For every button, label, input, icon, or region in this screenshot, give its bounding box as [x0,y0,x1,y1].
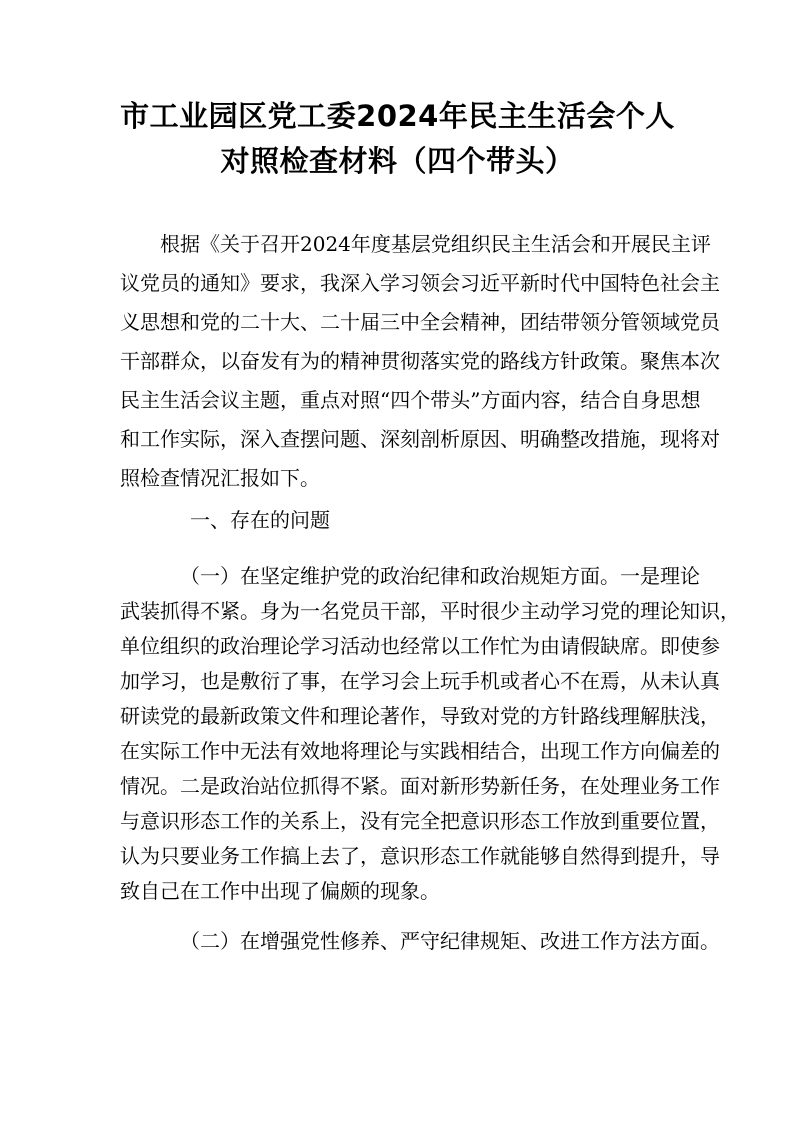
intro-paragraph-line: 议党员的通知》要求，我深入学习领会习近平新时代中国特色社会主 [120,271,720,295]
item-paragraph-line: 与意识形态工作的关系上，没有完全把意识形态工作放到重要位置， [120,809,720,833]
item-paragraph-line: 认为只要业务工作搞上去了，意识形态工作就能够自然得到提升，导 [120,844,720,868]
intro-paragraph-line: 照检查情况汇报如下。 [120,466,320,490]
intro-paragraph-line: 民主生活会议主题，重点对照“四个带头”方面内容，结合自身思想 [120,388,701,412]
intro-paragraph-line: 义思想和党的二十大、二十届三中全会精神，团结带领分管领域党员 [120,310,720,334]
intro-paragraph-line: 干部群众，以奋发有为的精神贯彻落实党的路线方针政策。聚焦本次 [120,349,720,373]
item-paragraph-line: （二）在增强党性修养、严守纪律规矩、改进工作方法方面。 [180,929,720,953]
item-paragraph-line: 致自己在工作中出现了偏颇的现象。 [120,879,440,903]
intro-paragraph-line: 和工作实际，深入查摆问题、深刻剖析原因、明确整改措施，现将对 [120,427,720,451]
document-title-line-1: 市工业园区党工委2024年民主生活会个人 [120,99,675,133]
section-heading: 一、存在的问题 [190,508,330,532]
item-paragraph-line: 情况。二是政治站位抓得不紧。面对新形势新任务，在处理业务工作 [120,774,720,798]
item-paragraph-line: 在实际工作中无法有效地将理论与实践相结合，出现工作方向偏差的 [120,739,720,763]
item-paragraph-line: 武装抓得不紧。身为一名党员干部，平时很少主动学习党的理论知识， [120,599,740,623]
document-title-line-2: 对照检查材料（四个带头） [220,144,575,178]
intro-paragraph-line: 根据《关于召开2024年度基层党组织民主生活会和开展民主评 [160,232,711,256]
item-paragraph-line: （一）在坚定维护党的政治纪律和政治规矩方面。一是理论 [180,564,700,588]
item-paragraph-line: 加学习，也是敷衍了事，在学习会上玩手机或者心不在焉，从未认真 [120,669,720,693]
item-paragraph-line: 单位组织的政治理论学习活动也经常以工作忙为由请假缺席。即使参 [120,634,720,658]
item-paragraph-line: 研读党的最新政策文件和理论著作，导致对党的方针路线理解肤浅， [120,704,720,728]
